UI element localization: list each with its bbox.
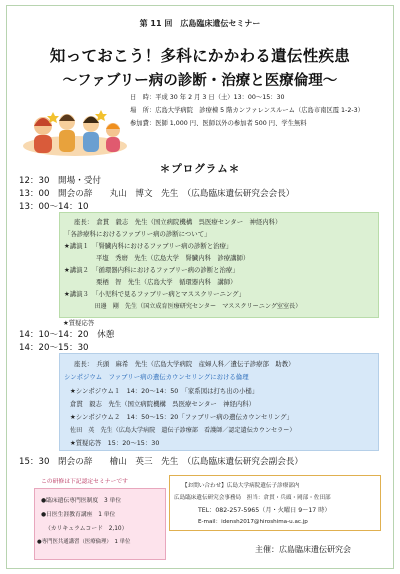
session1-lecture1-speaker: 平塩 秀磨 先生（広島大学 腎臓内科 診療講師） <box>64 254 250 262</box>
schedule-session2-time: 14：20～15：30 <box>19 343 89 353</box>
schedule-opening-remarks: 13：00 開会の辞 丸山 博文 先生 （広島臨床遺伝研究会会長） <box>19 189 295 199</box>
program-heading: ＊プログラム＊ <box>159 163 241 175</box>
session2-symposium1: ★シンポジウム１ 14：20～14：50 「家系図は打ち出の小槌」 <box>70 387 259 395</box>
session2-qa: ★質疑応答 15：20～15：30 <box>70 439 160 447</box>
credits-box <box>34 488 166 560</box>
session1-lecture2-speaker: 栗栖 智 先生（広島大学 循環器内科 講師） <box>64 278 237 286</box>
contact-header: 【お問い合わせ】広島大学病院遺伝子診療部内 <box>182 483 300 489</box>
schedule-closing-remarks: 15：30 閉会の辞 檜山 英三 先生 （広島臨床遺伝研究会副会長） <box>19 457 303 467</box>
schedule-open: 12：30 開場・受付 <box>19 176 102 186</box>
session2-theme: シンポジウム ファブリー病の遺伝カウンセリングにおける倫理 <box>64 373 249 381</box>
credit-item-3: （カリキュラムコード 2,10） <box>45 526 128 532</box>
contact-box <box>169 475 381 531</box>
sub-title: ～ファブリー病の診断・治療と医療倫理～ <box>62 73 338 89</box>
session2-chair: 座長： 兵頭 麻希 先生（広島大学病院 産婦人科／遺伝子診療部 助教） <box>74 360 295 368</box>
session1-chair: 座長： 倉貫 毅志 先生（国立病院機構 呉医療センター 神経内科） <box>74 218 282 226</box>
session1-lecture1: ★講演１ 「腎臓内科におけるファブリー病の診断と治療」 <box>64 242 233 250</box>
credit-item-2: ●日医生涯教育講座 1 単位 <box>41 512 116 518</box>
organizer: 主催：広島臨床遺伝研究会 <box>255 545 351 554</box>
session1-box <box>59 212 379 318</box>
session2-symposium1-speaker: 倉貫 毅志 先生（国立病院機構 呉医療センター 神経内科） <box>70 400 256 408</box>
contact-email[interactable]: E-mail：idensh2017@hiroshima-u.ac.jp <box>198 519 308 525</box>
session1-theme: 「各診療科におけるファブリー病の診断について」 <box>64 230 211 238</box>
main-title: 知っておこう！多科にかかわる遺伝性疾患 <box>49 47 351 65</box>
family-illustration <box>21 106 129 162</box>
contact-tel: TEL：082-257-5965（月・火曜日 9～17 時） <box>198 507 331 514</box>
event-date: 日 時：平成 30 年 2 月 3 日（土）13：00～15：30 <box>130 94 285 101</box>
session2-box <box>59 353 379 451</box>
credit-item-4: ●専門医共通講習（医療倫理） 1 単位 <box>37 539 131 545</box>
event-fee: 参加費：医師 1,000 円、医師以外の参加者 500 円、学生無料 <box>130 120 307 127</box>
session1-qa-line: ★質疑応答 <box>63 319 95 327</box>
credits-intro: この研修は下記認定セミナーです <box>41 479 128 485</box>
contact-office: 広島臨床遺伝研究会事務局 担当：倉貫・兵頭・岡部・佐田部 <box>174 495 331 501</box>
session1-lecture2: ★講演２ 「循環器内科におけるファブリー病の診断と治療」 <box>64 266 239 274</box>
session2-symposium2: ★シンポジウム２ 14：50～15：20「ファブリー病の遺伝カウンセリング」 <box>70 413 293 421</box>
seminar-number: 第 11 回 広島臨床遺伝セミナー <box>139 19 261 28</box>
flyer-page <box>6 5 394 569</box>
event-venue: 場 所：広島大学病院 診療棟 5 階カンファレンスルーム（広島市南区霞 1-2-3） <box>130 107 364 114</box>
schedule-session1-time: 13：00～14：10 <box>19 202 89 212</box>
schedule-break: 14：10～14：20 休憩 <box>19 330 115 340</box>
credit-item-1: ●臨床遺伝専門医制度 3 単位 <box>41 498 122 504</box>
session2-symposium2-speaker: 佐田 英 先生（広島大学病院 遺伝子診療部 看護師／認定遺伝カウンセラー） <box>70 427 296 434</box>
session1-lecture3-speaker: 田邊 剛 先生（国立成育医療研究センター マススクリーニング室室長） <box>64 303 302 310</box>
session1-lecture3: ★講演３ 「小児科で見るファブリー病とマススクリーニング」 <box>64 290 245 298</box>
